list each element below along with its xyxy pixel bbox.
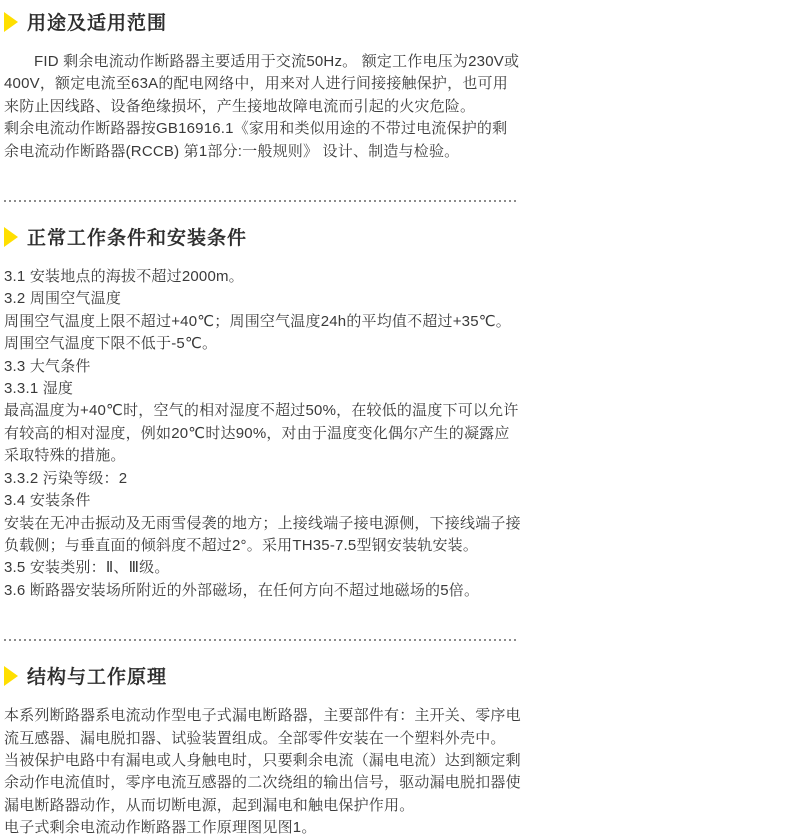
section-usage-scope: [4, 8, 522, 163]
section-working-conditions: [4, 223, 522, 602]
section-heading: [4, 8, 522, 35]
paragraph: 3.3 大气条件: [4, 357, 91, 375]
paragraph: 3.6 断路器安装场所附近的外部磁场，在任何方向不超过地磁场的5倍。: [4, 581, 480, 599]
triangle-bullet-icon: [4, 227, 18, 247]
paragraph: 3.3.2 污染等级：2: [4, 469, 128, 487]
paragraph: 最高温度为+40℃时，空气的相对湿度不超过50%，在较低的温度下可以允许有较高的相对湿度，例如20℃时达90%，对由于温度变化偶尔产生的凝露应采取特殊的措施。: [4, 402, 519, 465]
paragraph: 安装在无冲击振动及无雨雪侵袭的地方；上接线端子接电源侧，下接线端子接负载侧；与垂直面的倾斜度不超过2°。采用TH35-7.5型钢安装轨安装。: [4, 514, 521, 554]
section-heading: [4, 223, 522, 250]
section-title-text: 结构与工作原理: [27, 667, 168, 689]
section-heading: [4, 662, 522, 689]
paragraph: 剩余电流动作断路器按GB16916.1《家用和类似用途的不带过电流保护的剩余电流动作断路器(RCCB) 第1部分:一般规则》 设计、制造与检验。: [4, 120, 508, 160]
paragraph: 3.1 安装地点的海拔不超过2000m。: [4, 268, 244, 286]
section-body: [4, 51, 522, 163]
triangle-bullet-icon: [4, 666, 18, 686]
paragraph: 3.4 安装条件: [4, 492, 91, 510]
dotted-separator: [4, 639, 516, 641]
paragraph: 3.3.1 湿度: [4, 380, 74, 398]
section-title-text: 正常工作条件和安装条件: [27, 228, 248, 250]
paragraph: 电子式剩余电流动作断路器工作原理图见图1。: [4, 819, 317, 837]
paragraph: 3.5 安装类别：Ⅱ、Ⅲ级。: [4, 559, 170, 577]
section-title-text: 用途及适用范围: [27, 13, 168, 34]
section-body: [4, 705, 522, 839]
section-body: [4, 266, 522, 602]
paragraph: 周围空气温度上限不超过+40℃；周围空气温度24h的平均值不超过+35℃。周围空气温度下限不低于-5℃。: [4, 312, 512, 353]
paragraph: 当被保护电路中有漏电或人身触电时，只要剩余电流（漏电电流）达到额定剩余动作电流值时，零序电流互感器的二次绕组的输出信号，驱动漏电脱扣器使漏电断路器动作，从而切断电源，起到漏电和触电保护作用。: [4, 751, 521, 814]
paragraph: 本系列断路器系电流动作型电子式漏电断路器，主要部件有：主开关、零序电流互感器、漏电脱扣器、试验装置组成。全部零件安装在一个塑料外壳中。: [4, 707, 521, 747]
triangle-bullet-icon: [4, 12, 18, 32]
section-structure-principle: [4, 662, 522, 839]
paragraph: FID 剩余电流动作断路器主要适用于交流50Hz。 额定工作电压为230V或400V，额定电流至63A的配电网络中，用来对人进行间接接触保护，也可用来防止因线路、设备绝缘损坏，产生接地故障电流而引起的火灾危险。: [4, 53, 520, 115]
content-column: [4, 8, 522, 840]
dotted-separator: [4, 200, 516, 202]
paragraph: 3.2 周围空气温度: [4, 290, 122, 308]
